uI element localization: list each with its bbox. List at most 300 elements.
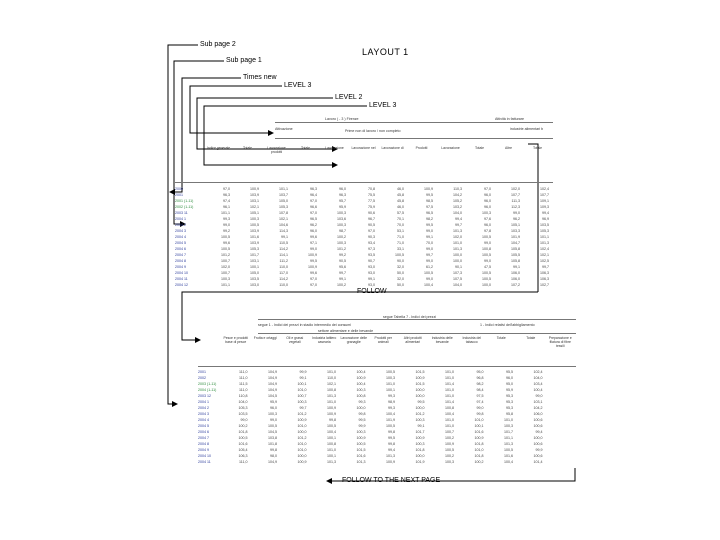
table-cell: 105,0 [250, 271, 259, 275]
table-cell: 110,0 [327, 376, 336, 380]
table-cell: 99,7 [426, 253, 433, 257]
table-cell: 99,0 [426, 259, 433, 263]
table-cell: 102,1 [540, 253, 549, 257]
table-cell: 105,0 [279, 199, 288, 203]
row-period: 2003 (1-11) [198, 382, 217, 386]
table-cell: 101,9 [386, 418, 395, 422]
table-cell: 100,8 [327, 442, 336, 446]
table-cell: 100,5 [250, 223, 259, 227]
table-cell: 100,4 [504, 460, 513, 464]
table-cell: 99,0 [310, 247, 317, 251]
table-cell: 105,2 [453, 199, 462, 203]
table-cell: 100,2 [337, 235, 346, 239]
table-cell: 33,1 [397, 247, 404, 251]
table-cell: 110,3 [453, 187, 462, 191]
col-header: Totale [496, 336, 506, 340]
table-cell: 103,5 [238, 412, 248, 416]
table-cell: 46,0 [397, 187, 404, 191]
table-cell: 101,6 [238, 442, 248, 446]
table-cell: 102,4 [540, 247, 549, 251]
table-cell: 101,0 [445, 424, 454, 428]
table-cell: 100,3 [337, 241, 346, 245]
table-cell: 97,5 [426, 205, 433, 209]
table-cell: 99,1 [281, 235, 288, 239]
table-cell: 99,2 [339, 253, 346, 257]
table-cell: 100,5 [221, 247, 230, 251]
table-2 [198, 314, 576, 470]
label-layout: LAYOUT 1 [362, 47, 409, 57]
table-cell: 101,0 [474, 418, 484, 422]
table-cell: 100,9 [356, 376, 366, 380]
table-cell: 98,2 [426, 217, 433, 221]
table-cell: 100,5 [386, 370, 395, 374]
table-cell: 100,0 [415, 406, 425, 410]
label-sub-page-1: Sub page 1 [226, 57, 262, 64]
table-cell: 95,3 [506, 400, 513, 404]
table-cell: 102,4 [533, 370, 543, 374]
col-header: Preparazione e filatura di fibre tessili [548, 336, 572, 348]
table-cell: 99,3 [388, 406, 395, 410]
col-header: Totale [300, 146, 311, 150]
table-cell: 101,0 [327, 448, 336, 452]
table-cell: 101,5 [356, 448, 366, 452]
table-cell: 101,1 [279, 187, 288, 191]
table-cell: 95,0 [476, 370, 484, 374]
label-level-3b: LEVEL 3 [369, 102, 397, 109]
table-cell: 100,3 [415, 418, 425, 422]
table-cell: 101,5 [415, 370, 425, 374]
table-cell: 96,3 [339, 193, 346, 197]
table-cell: 100,4 [533, 388, 543, 392]
row-period: 2004 11 [198, 460, 211, 464]
table-cell: 101,1 [221, 211, 230, 215]
table-cell: 100,9 [356, 436, 366, 440]
table-cell: 100,2 [445, 454, 454, 458]
table-cell: 99,9 [299, 370, 307, 374]
table-cell: 101,9 [511, 235, 520, 239]
table-cell: 101,1 [504, 436, 513, 440]
label-level-3a: LEVEL 3 [284, 82, 312, 89]
table-cell: 100,9 [297, 418, 307, 422]
table-cell: 99,2 [223, 229, 230, 233]
table-cell: 99,8 [270, 448, 277, 452]
table-cell: 99,9 [358, 424, 366, 428]
table-cell: 101,0 [327, 400, 336, 404]
table-cell: 77,5 [368, 199, 375, 203]
col-header: Lavorazione [325, 146, 344, 150]
table-row [175, 282, 553, 288]
row-period: 2004 9 [175, 265, 186, 269]
table-cell: 96,0 [484, 193, 491, 197]
table-cell: 102,7 [540, 283, 549, 287]
table-cell: 101,0 [445, 370, 454, 374]
table-cell: 100,3 [268, 412, 277, 416]
table-cell: 90,6 [368, 211, 375, 215]
table-cell: 99,8 [358, 412, 366, 416]
table-cell: 105,5 [511, 253, 520, 257]
row-period: 2004 10 [198, 454, 211, 458]
table-cell: 102,0 [453, 235, 462, 239]
table-row [198, 459, 576, 465]
col-header: Prodotti per animali [374, 336, 393, 344]
table-cell: 103,8 [268, 436, 277, 440]
table-cell: 100,7 [221, 271, 230, 275]
table-cell: 96,5 [426, 211, 433, 215]
table-cell: 99,4 [542, 211, 549, 215]
table-cell: 99,1 [417, 424, 425, 428]
table-cell: 99,6 [310, 271, 317, 275]
table-cell: 100,4 [386, 412, 395, 416]
table-cell: 101,2 [337, 247, 346, 251]
table-cell: 100,6 [533, 424, 543, 428]
table-cell: 110,5 [279, 241, 288, 245]
table-cell: 100,7 [221, 259, 230, 263]
table-cell: 100,9 [250, 187, 259, 191]
row-period: 2001 [175, 193, 183, 197]
table-cell: 101,0 [504, 418, 513, 422]
table-cell: 103,2 [453, 205, 462, 209]
table-cell: 96,9 [542, 217, 549, 221]
table-cell: 45,8 [397, 199, 404, 203]
table-cell: 100,8 [482, 247, 491, 251]
table-cell: 100,5 [482, 253, 491, 257]
table-cell: 100,5 [482, 277, 491, 281]
table-cell: 97,6 [484, 217, 491, 221]
table-cell: 95,9 [506, 388, 513, 392]
table-2-sub-left: segue 1 - Indici dei prezzi in stadio intermedio dei consumi [258, 323, 352, 327]
table-cell: 101,2 [297, 436, 307, 440]
col-header: Industria lattiero casearia [312, 336, 337, 344]
table-cell: 97,0 [310, 199, 317, 203]
table-cell: 100,3 [415, 442, 425, 446]
table-1-sub-a: Attivazione [275, 127, 293, 131]
table-cell: 110,8 [238, 394, 248, 398]
row-period: 2003 11 [175, 211, 188, 215]
table-cell: 95,6 [339, 265, 346, 269]
table-cell: 96,0 [270, 406, 277, 410]
table-cell: 71,0 [397, 235, 404, 239]
table-cell: 104,9 [268, 460, 277, 464]
table-cell: 45,8 [397, 193, 404, 197]
table-cell: 101,0 [474, 448, 484, 452]
table-cell: 107,8 [279, 211, 288, 215]
table-cell: 102,4 [540, 187, 549, 191]
table-cell: 100,6 [533, 418, 543, 422]
table-cell: 100,5 [445, 448, 454, 452]
row-period: 2002 [198, 376, 206, 380]
table-cell: 109,3 [540, 205, 549, 209]
table-cell: 96,4 [310, 193, 317, 197]
table-cell: 98,5 [426, 199, 433, 203]
table-cell: 105,3 [238, 406, 248, 410]
table-cell: 101,3 [327, 460, 336, 464]
table-cell: 101,0 [297, 388, 307, 392]
table-cell: 95,7 [339, 199, 346, 203]
row-period: 2002 (1-11) [175, 205, 194, 209]
table-cell: 99,0 [484, 259, 491, 263]
table-cell: 100,5 [395, 253, 404, 257]
table-cell: 111,0 [239, 376, 248, 380]
row-period: 2004 3 [175, 229, 186, 233]
table-cell: 105,1 [511, 223, 520, 227]
table-cell: 100,5 [268, 424, 277, 428]
table-cell: 96,8 [476, 376, 484, 380]
table-cell: 104,0 [533, 376, 543, 380]
table-cell: 90,3 [368, 235, 375, 239]
table-cell: 95,9 [270, 400, 277, 404]
table-cell: 101,4 [445, 400, 454, 404]
table-cell: 99,8 [388, 442, 395, 446]
table-cell: 101,0 [445, 418, 454, 422]
table-cell: 104,7 [511, 241, 520, 245]
table-cell: 97,0 [484, 187, 491, 191]
table-cell: 100,2 [445, 436, 454, 440]
table-2-sub-right: 1 - Indici relativi dell'abbigliamento [480, 323, 535, 327]
col-header: Totale [532, 146, 543, 150]
table-cell: 90,5 [368, 223, 375, 227]
table-cell: 105,1 [250, 211, 259, 215]
row-period: 2004 1 [175, 217, 186, 221]
table-cell: 105,3 [540, 229, 549, 233]
table-cell: 104,0 [238, 400, 248, 404]
table-cell: 96,0 [484, 199, 491, 203]
label-times-new: Times new [243, 74, 277, 81]
table-cell: 100,0 [356, 406, 366, 410]
table-cell: 100,5 [327, 424, 336, 428]
table-cell: 100,6 [533, 442, 543, 446]
table-cell: 100,9 [474, 436, 484, 440]
row-period: 2004 6 [198, 430, 209, 434]
table-cell: 98,2 [476, 382, 484, 386]
table-cell: 99,3 [388, 394, 395, 398]
table-cell: 111,0 [239, 370, 248, 374]
table-cell: 101,0 [386, 382, 395, 386]
table-cell: 103,6 [337, 217, 346, 221]
table-2-sub-mid: settore alimentare e delle bevande [318, 329, 374, 333]
table-cell: 95,3 [506, 406, 513, 410]
table-cell: 100,1 [327, 454, 336, 458]
table-cell: 57,5 [397, 211, 404, 215]
table-cell: 100,2 [337, 283, 346, 287]
label-sub-page-2: Sub page 2 [200, 41, 236, 48]
table-cell: 103,5 [250, 277, 259, 281]
row-period: 2004 9 [198, 448, 209, 452]
table-cell: 110,0 [279, 283, 288, 287]
row-period: 2004 2 [198, 406, 209, 410]
table-cell: 101,0 [297, 448, 307, 452]
table-cell: 105,3 [250, 247, 259, 251]
table-cell: 101,2 [221, 253, 230, 257]
table-cell: 93,0 [368, 283, 375, 287]
table-cell: 100,4 [445, 412, 454, 416]
col-header: Prodotti [415, 146, 428, 150]
table-cell: 105,3 [279, 205, 288, 209]
table-cell: 99,1 [513, 265, 520, 269]
table-cell: 102,0 [511, 187, 520, 191]
table-cell: 100,0 [297, 454, 307, 458]
table-cell: 100,3 [445, 460, 454, 464]
table-cell: 104,9 [268, 388, 277, 392]
table-cell: 103,7 [279, 193, 288, 197]
table-cell: 114,1 [279, 253, 288, 257]
table-cell: 104,0 [453, 211, 462, 215]
table-cell: 99,0 [426, 229, 433, 233]
table-cell: 101,6 [250, 235, 259, 239]
table-cell: 100,1 [250, 265, 259, 269]
table-cell: 99,0 [223, 223, 230, 227]
table-cell: 100,8 [356, 394, 366, 398]
table-cell: 98,0 [270, 454, 277, 458]
table-cell: 101,6 [474, 430, 484, 434]
table-cell: 100,3 [250, 217, 259, 221]
table-2-title: segue Tabella 7 - Indici dei prezzi [383, 315, 437, 319]
table-cell: 100,8 [327, 388, 336, 392]
table-cell: 97,0 [310, 277, 317, 281]
table-1-title: Lavoro ( - 3 ) Firenze [325, 117, 359, 121]
row-period: 2004 5 [175, 241, 186, 245]
table-cell: 101,7 [250, 253, 259, 257]
table-cell: 71,0 [397, 241, 404, 245]
table-cell: 114,2 [279, 247, 288, 251]
table-cell: 101,8 [268, 442, 277, 446]
row-period: 2004 4 [198, 418, 209, 422]
table-cell: 106,0 [511, 271, 520, 275]
table-cell: 99,9 [535, 448, 543, 452]
table-cell: 100,6 [533, 454, 543, 458]
table-cell: 102,1 [279, 217, 288, 221]
table-cell: 70,0 [426, 241, 433, 245]
table-cell: 95,0 [506, 382, 513, 386]
col-header: Industria delle bevande [431, 336, 453, 344]
table-cell: 99,4 [388, 448, 395, 452]
table-cell: 100,3 [386, 376, 395, 380]
table-cell: 99,7 [339, 271, 346, 275]
table-cell: 96,2 [310, 223, 317, 227]
table-cell: 117,0 [279, 271, 288, 275]
table-cell: 100,3 [356, 388, 366, 392]
table-cell: 101,0 [445, 388, 454, 392]
table-cell: 99,0 [270, 418, 277, 422]
col-header: Lavorazione prodotti [267, 146, 286, 154]
table-cell: 101,0 [445, 376, 454, 380]
table-cell: 101,0 [445, 394, 454, 398]
table-cell: 99,0 [426, 277, 433, 281]
table-cell: 104,0 [453, 283, 462, 287]
table-cell: 101,5 [415, 382, 425, 386]
table-cell: 102,0 [221, 265, 230, 269]
table-cell: 106,0 [533, 412, 543, 416]
table-cell: 104,6 [279, 223, 288, 227]
col-header: Altri prodotti alimentari [403, 336, 422, 344]
table-cell: 100,3 [482, 211, 491, 215]
table-cell: 99,6 [223, 241, 230, 245]
table-cell: 53,1 [397, 229, 404, 233]
table-cell: 106,0 [511, 277, 520, 281]
table-cell: 99,8 [476, 412, 484, 416]
table-cell: 96,7 [368, 217, 375, 221]
table-cell: 100,1 [297, 382, 307, 386]
table-cell: 70,1 [397, 217, 404, 221]
table-cell: 100,3 [297, 400, 307, 404]
table-cell: 100,9 [327, 406, 336, 410]
table-cell: 100,9 [297, 460, 307, 464]
table-cell: 61,2 [426, 265, 433, 269]
table-cell: 100,5 [504, 448, 513, 452]
table-cell: 101,8 [474, 442, 484, 446]
table-cell: 32,0 [397, 277, 404, 281]
col-header: Lavorazione [441, 146, 460, 150]
table-cell: 100,0 [453, 253, 462, 257]
label-follow-next-page: FOLLOW TO THE NEXT PAGE [342, 477, 441, 484]
table-cell: 100,0 [415, 454, 425, 458]
table-cell: 101,1 [221, 283, 230, 287]
row-period: 2001 (1-11) [175, 199, 194, 203]
table-cell: 111,0 [239, 460, 248, 464]
table-cell: 96,0 [310, 229, 317, 233]
row-period: 2004 1 [198, 400, 209, 404]
table-cell: 100,0 [415, 394, 425, 398]
table-cell: 96,3 [310, 187, 317, 191]
table-cell: 100,5 [386, 424, 395, 428]
table-cell: 99,3 [358, 400, 366, 404]
row-period: 2004 4 [175, 235, 186, 239]
table-cell: 100,0 [533, 436, 543, 440]
table-cell: 103,5 [540, 223, 549, 227]
table-cell: 100,4 [356, 382, 366, 386]
table-cell: 101,3 [453, 229, 462, 233]
table-cell: 110,0 [279, 265, 288, 269]
table-cell: 101,3 [504, 442, 513, 446]
table-cell: 107,2 [511, 283, 520, 287]
table-cell: 99,6 [310, 235, 317, 239]
table-cell: 106,3 [540, 271, 549, 275]
table-cell: 101,3 [356, 460, 366, 464]
table-cell: 104,9 [268, 382, 277, 386]
table-cell: 103,9 [250, 241, 259, 245]
table-cell: 105,4 [238, 448, 248, 452]
table-cell: 101,6 [356, 454, 366, 458]
table-cell: 99,1 [426, 235, 433, 239]
row-period: 2004 12 [175, 283, 188, 287]
table-cell: 95,8 [506, 412, 513, 416]
table-cell: 102,1 [250, 205, 259, 209]
label-follow: FOLLOW [357, 288, 387, 295]
table-cell: 102,1 [327, 382, 336, 386]
row-period: 2004 10 [175, 271, 188, 275]
table-cell: 101,6 [504, 454, 513, 458]
row-period: 2004 6 [175, 247, 186, 251]
table-cell: 105,8 [511, 247, 520, 251]
table-cell: 101,4 [533, 460, 543, 464]
table-cell: 99,5 [426, 223, 433, 227]
row-period: 2004 8 [198, 442, 209, 446]
table-1-sub-c: industrie alimentari b [510, 127, 544, 131]
table-cell: 97,0 [223, 187, 230, 191]
col-header: Altre [505, 146, 512, 150]
table-cell: 101,0 [297, 424, 307, 428]
table-cell: 100,5 [238, 436, 248, 440]
table-cell: 100,9 [308, 265, 317, 269]
table-cell: 100,8 [445, 406, 454, 410]
table-cell: 100,9 [415, 376, 425, 380]
table-cell: 100,1 [474, 424, 484, 428]
table-cell: 101,2 [415, 412, 425, 416]
table-cell: 100,0 [482, 283, 491, 287]
table-cell: 109,1 [540, 199, 549, 203]
table-cell: 97,5 [476, 394, 484, 398]
table-cell: 101,8 [474, 454, 484, 458]
table-cell: 100,0 [415, 388, 425, 392]
